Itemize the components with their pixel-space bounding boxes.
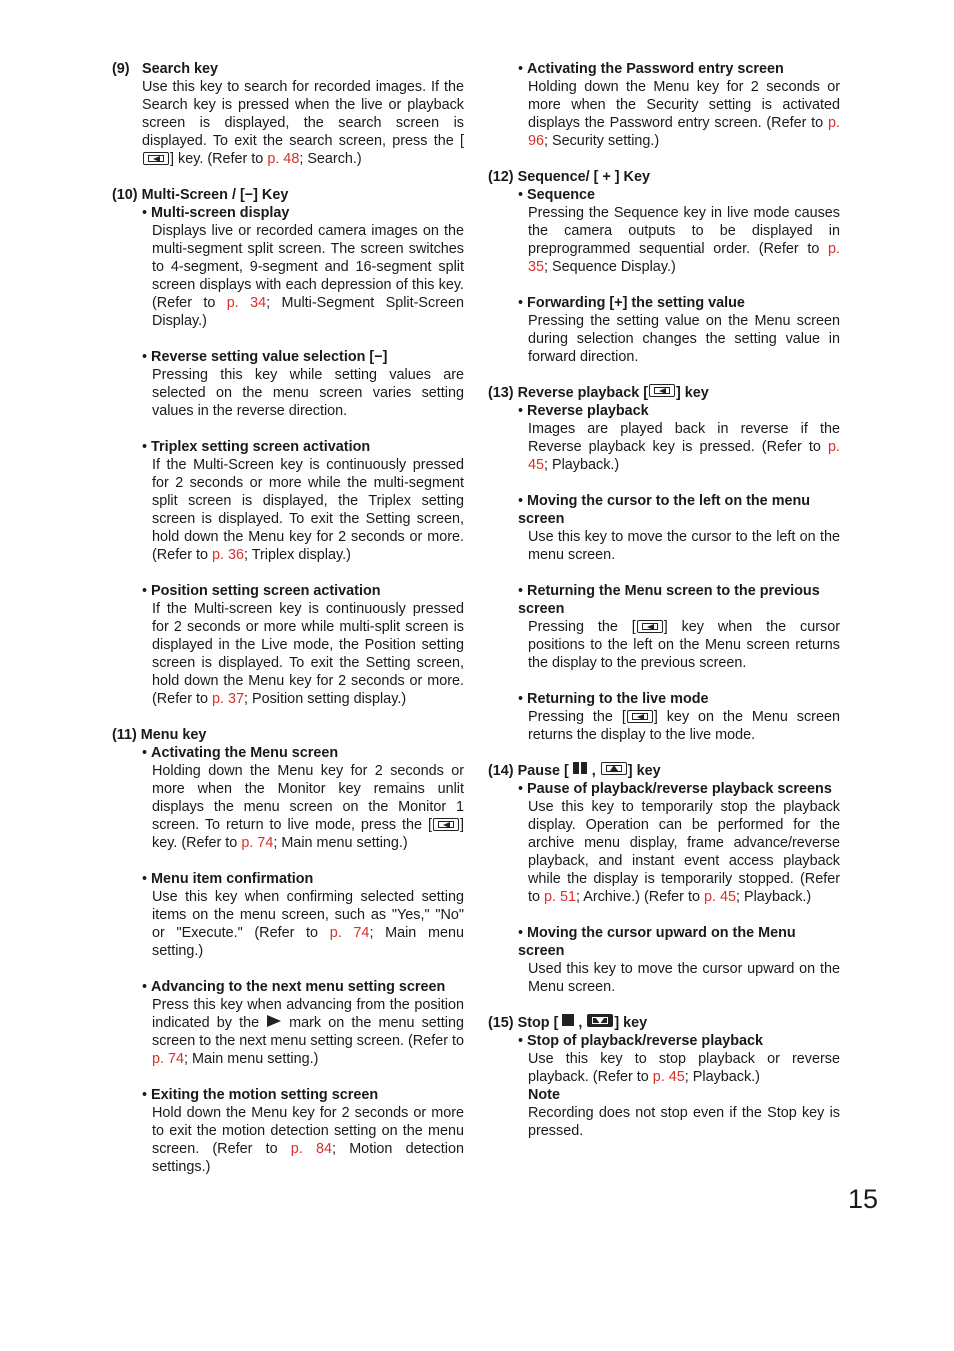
section-heading	[112, 186, 464, 204]
subsection-title: • Reverse setting value selection [−]	[142, 348, 464, 366]
page-reference-link[interactable]: p. 74	[241, 835, 274, 851]
page-reference-link[interactable]: p. 74	[152, 1051, 185, 1067]
subsection	[518, 402, 840, 474]
subsection-title: • Exiting the motion setting screen	[142, 1086, 464, 1104]
section-menu-key	[112, 726, 464, 1176]
subsection-body: Pressing this key while setting values are selected on the menu screen varies setting values in the reverse direction.	[152, 367, 464, 419]
section-title: Search key	[142, 61, 219, 77]
subsection-title: • Returning the Menu screen to the previous screen	[518, 582, 840, 618]
body-text: ] key when the cursor positions to the left on the Menu screen returns the display to the previous screen.	[528, 619, 840, 671]
body-text: Press this key when advancing from the position indicated by the	[152, 997, 464, 1031]
body-text: Use this key to search for recorded images. If the Search key is pressed when the live or playback screen is displayed, the search screen is displayed. To exit the search screen, press the [	[142, 79, 464, 149]
subsection-title: • Multi-screen display	[142, 204, 464, 222]
body-text: Pressing the Sequence key in live mode causes the camera outputs to be displayed in preprogrammed sequential order. (Refer to	[528, 205, 840, 257]
page-reference-link[interactable]: p. 37	[211, 691, 244, 707]
section-title-separator: ,	[578, 1015, 583, 1031]
body-text: ] key on the Menu screen returns the display to the live mode.	[528, 709, 840, 743]
section-stop-key	[488, 1014, 840, 1140]
subsection-title: • Menu item confirmation	[142, 870, 464, 888]
subsection-body	[528, 1050, 840, 1086]
subsection	[518, 60, 840, 150]
section-title: Menu key	[140, 727, 207, 743]
page-reference-link[interactable]: p. 74	[329, 925, 370, 941]
section-title: Pause [	[517, 763, 569, 779]
page-reference-link[interactable]: p. 35	[528, 241, 840, 275]
body-text: ] key. (Refer to	[152, 817, 464, 851]
section-title-suffix: ] key	[614, 1015, 648, 1031]
subsection-title: • Returning to the live mode	[518, 690, 840, 708]
reverse-playback-key-icon	[143, 152, 169, 165]
body-text: mark on the menu setting screen to the next menu setting screen. (Refer to	[152, 1015, 464, 1049]
subsection-title: • Moving the cursor to the left on the menu screen	[518, 492, 840, 528]
body-text: ; Playback.)	[736, 889, 812, 905]
section-heading	[488, 384, 840, 402]
subsection-title: • Stop of playback/reverse playback	[518, 1032, 840, 1050]
reverse-playback-key-icon	[637, 620, 663, 633]
subsection-title: • Activating the Menu screen	[142, 744, 464, 762]
play-mark-icon	[267, 1015, 281, 1027]
subsection-body	[528, 618, 840, 672]
body-text: ; Multi-Segment Split-Screen Display.)	[152, 295, 464, 329]
page-reference-link[interactable]: p. 96	[528, 115, 840, 149]
body-text: ; Main menu setting.)	[273, 835, 408, 851]
page-reference-link[interactable]: p. 36	[211, 547, 244, 563]
subsection-body: Pressing the setting value on the Menu screen during selection changes the setting value in forward direction.	[528, 313, 840, 365]
section-heading	[112, 60, 464, 78]
section-heading	[488, 168, 840, 186]
section-multi-screen-key	[112, 186, 464, 708]
section-number: (14)	[488, 763, 514, 779]
section-number: (12)	[488, 169, 514, 185]
stop-icon	[562, 1014, 574, 1026]
subsection	[518, 492, 840, 564]
page-reference-link[interactable]: p. 84	[290, 1141, 332, 1157]
body-text: Images are played back in reverse if the Reverse playback key is pressed. (Refer to	[528, 421, 840, 455]
body-text: Pressing the [	[528, 709, 626, 725]
body-text: ; Security setting.)	[544, 133, 660, 149]
subsection	[518, 186, 840, 276]
left-column	[112, 60, 464, 1194]
section-number: (10)	[112, 187, 138, 203]
section-number: (9)	[112, 61, 130, 77]
body-text: Holding down the Menu key for 2 seconds or more when the Monitor key remains unlit displays the menu screen on the Monitor 1 screen. To return to live mode, press the [	[152, 763, 464, 833]
section-number: (15)	[488, 1015, 514, 1031]
body-text: ; Main menu setting.)	[152, 925, 464, 959]
reverse-playback-key-icon	[433, 818, 459, 831]
section-menu-key-continued	[488, 60, 840, 150]
page-reference-link[interactable]: p. 45	[528, 439, 840, 473]
body-text: ; Archive.) (Refer to	[576, 889, 704, 905]
body-text: ; Playback.)	[544, 457, 620, 473]
subsection-title: • Sequence	[518, 186, 840, 204]
section-title: Reverse playback [	[517, 385, 648, 401]
body-text: Holding down the Menu key for 2 seconds or more when the Security setting is activated displays the Password entry screen. (Refer to	[528, 79, 840, 131]
page-reference-link[interactable]: p. 48	[267, 151, 300, 167]
down-key-icon	[587, 1014, 613, 1027]
subsection-body	[152, 996, 464, 1068]
page-number: 15	[848, 1184, 879, 1214]
subsection-body	[152, 456, 464, 564]
body-text: ; Motion detection settings.)	[152, 1141, 464, 1175]
subsection	[518, 294, 840, 366]
right-column	[488, 60, 840, 1158]
section-title-separator: ,	[591, 763, 596, 779]
subsection	[518, 582, 840, 672]
subsection-body	[528, 204, 840, 276]
section-number: (11)	[112, 727, 137, 743]
body-text: If the Multi-screen key is continuously pressed for 2 seconds or more while multi-split screen is displayed in the Live mode, the Position setting screen is displayed. To exit the Setting screen, hold down the Menu key for 2 seconds or more. (Refer to	[152, 601, 464, 707]
subsection-body	[528, 420, 840, 474]
reverse-playback-key-icon	[627, 710, 653, 723]
body-text: ; Sequence Display.)	[544, 259, 676, 275]
subsection-body	[152, 762, 464, 852]
section-number: (13)	[488, 385, 514, 401]
subsection	[142, 870, 464, 960]
note-text: Recording does not stop even if the Stop key is pressed.	[528, 1105, 840, 1139]
body-text: Use this key to temporarily stop the playback display. Operation can be performed for the archive menu display, frame advance/reverse playback, and instant event access playback while the display is temporarily stopped. (Refer to	[528, 799, 840, 905]
subsection-body: Use this key to move the cursor to the left on the menu screen.	[528, 529, 840, 563]
section-title: Stop [	[517, 1015, 559, 1031]
subsection	[142, 1086, 464, 1176]
body-text: Use this key to stop playback or reverse playback. (Refer to	[528, 1051, 840, 1085]
subsection	[142, 978, 464, 1068]
subsection	[142, 744, 464, 852]
subsection	[142, 438, 464, 564]
body-text: ; Search.)	[299, 151, 362, 167]
page-reference-link[interactable]: p. 34	[226, 295, 267, 311]
body-text: Displays live or recorded camera images on the multi-segment split screen. The screen switches to 4-segment, 9-segment and 16-segment split screen displays with each depression of this key. (Refer to	[152, 223, 464, 311]
section-sequence-key	[488, 168, 840, 366]
section-title-suffix: ] key	[676, 385, 709, 401]
subsection	[142, 582, 464, 708]
subsection-body	[528, 708, 840, 744]
subsection-title: • Reverse playback	[518, 402, 840, 420]
section-heading	[488, 1014, 840, 1032]
body-text: Use this key when confirming selected setting items on the menu screen, such as "Yes," "No" or "Execute." (Refer to	[152, 889, 464, 941]
subsection-body	[528, 798, 840, 906]
subsection-title: • Forwarding [+] the setting value	[518, 294, 840, 312]
subsection	[518, 690, 840, 744]
subsection-title: • Position setting screen activation	[142, 582, 464, 600]
subsection-title: • Triplex setting screen activation	[142, 438, 464, 456]
section-title: Multi-Screen / [−] Key	[141, 187, 289, 203]
body-text: ; Triplex display.)	[244, 547, 351, 563]
subsection-title: • Pause of playback/reverse playback screens	[518, 780, 840, 798]
up-key-icon	[601, 762, 627, 775]
subsection-body	[528, 78, 840, 150]
section-title: Sequence/ [ + ] Key	[517, 169, 650, 185]
body-text: Pressing the [	[528, 619, 636, 635]
section-title-suffix: ] key	[627, 763, 661, 779]
section-heading	[488, 762, 840, 780]
body-text: ] key. (Refer to	[170, 151, 268, 167]
body-text: ; Position setting display.)	[244, 691, 407, 707]
subsection-title: • Activating the Password entry screen	[518, 60, 840, 78]
subsection-title: • Advancing to the next menu setting screen	[142, 978, 464, 996]
section-search-key	[112, 60, 464, 168]
body-text: ; Playback.)	[684, 1069, 760, 1085]
subsection	[518, 924, 840, 996]
subsection	[518, 1032, 840, 1140]
page-reference-link[interactable]: p. 51	[544, 889, 577, 905]
section-body	[142, 78, 464, 168]
section-pause-key	[488, 762, 840, 996]
subsection-body	[152, 222, 464, 330]
section-heading	[112, 726, 464, 744]
reverse-playback-key-icon	[649, 384, 675, 397]
subsection-body	[152, 888, 464, 960]
section-reverse-playback-key	[488, 384, 840, 744]
subsection-body	[152, 600, 464, 708]
subsection	[142, 204, 464, 330]
note-label: Note	[528, 1087, 560, 1103]
subsection	[518, 780, 840, 906]
page-reference-link[interactable]: p. 45	[703, 889, 736, 905]
body-text: If the Multi-Screen key is continuously pressed for 2 seconds or more while the multi-segment split screen is displayed, the Triplex setting screen is displayed. To exit the Setting screen, hold down the Menu key for 2 seconds or more. (Refer to	[152, 457, 464, 563]
page-reference-link[interactable]: p. 45	[652, 1069, 685, 1085]
body-text: ; Main menu setting.)	[184, 1051, 319, 1067]
subsection-body: Used this key to move the cursor upward on the Menu screen.	[528, 961, 840, 995]
subsection-body	[152, 1104, 464, 1176]
body-text: Hold down the Menu key for 2 seconds or more to exit the motion detection setting on the menu screen. (Refer to	[152, 1105, 464, 1157]
pause-icon	[573, 762, 588, 774]
subsection	[142, 348, 464, 420]
subsection-title: • Moving the cursor upward on the Menu screen	[518, 924, 840, 960]
